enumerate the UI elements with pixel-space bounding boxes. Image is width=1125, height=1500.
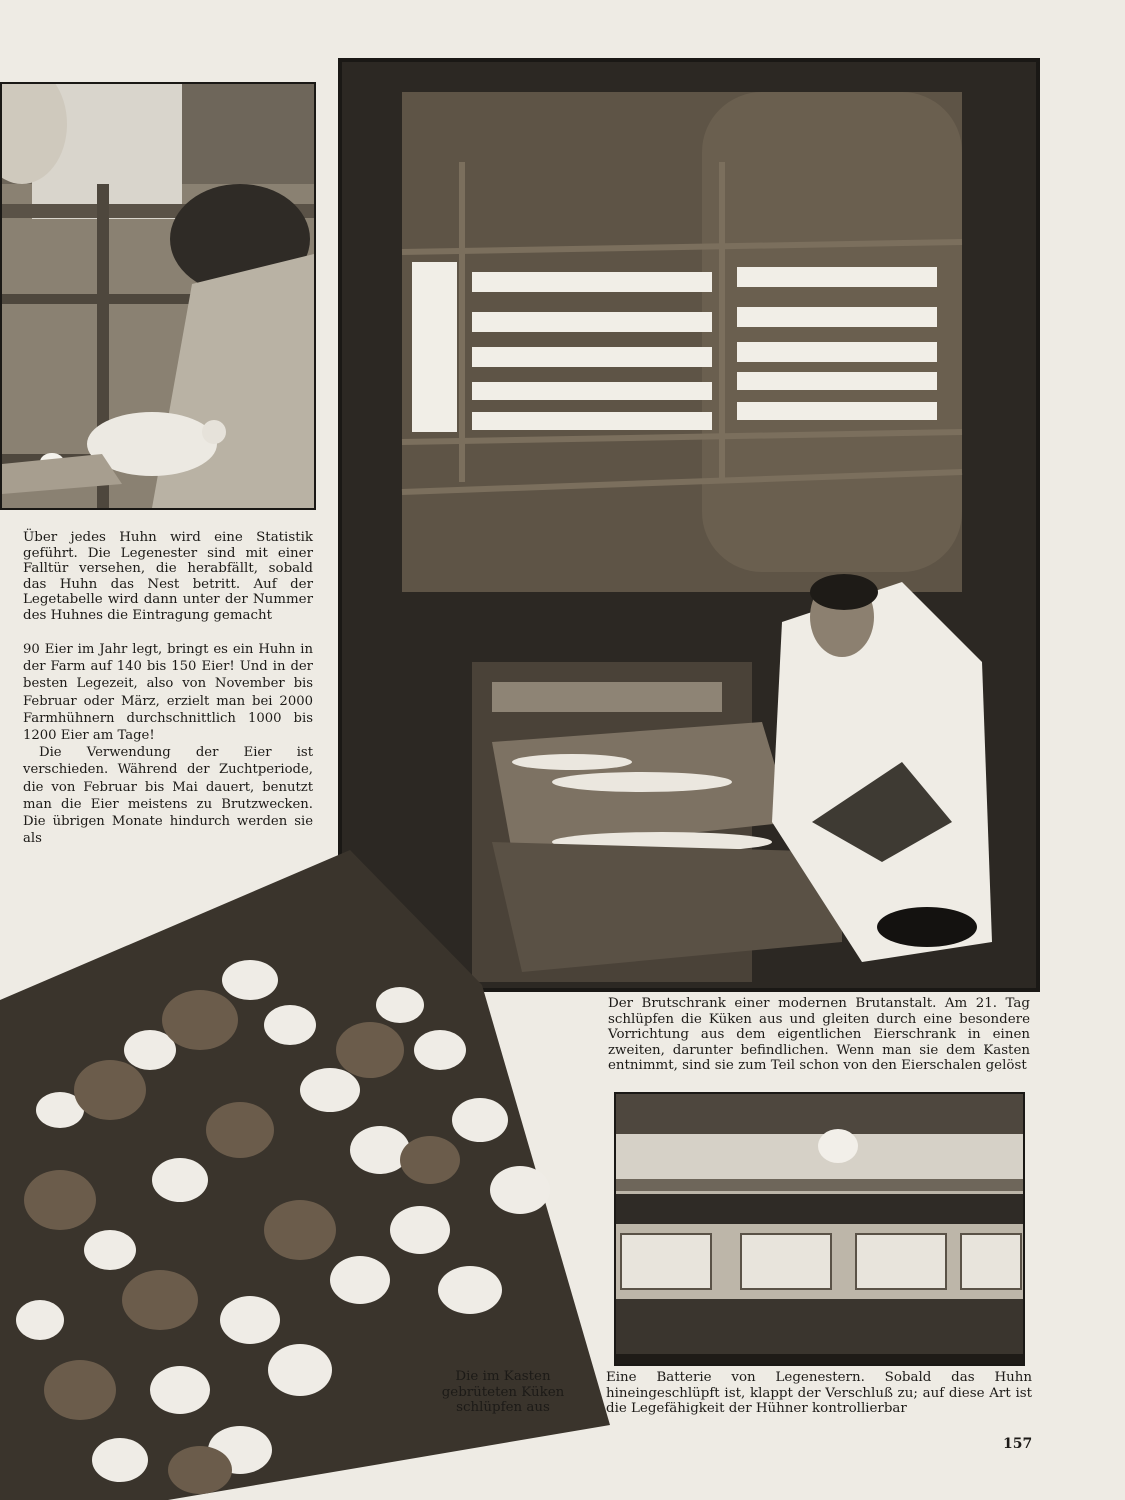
page-number: 157 (1003, 1436, 1033, 1452)
article-paragraph-1: 90 Eier im Jahr legt, bringt es ein Huhn in der Farm auf 140 bis 150 Eier! Und in der besten Legezeit, also von November bis Februar oder März, erzielt man bei 2000 Farmhühnern durchschnittlich 1000 bis 1200 Eier am Tage! (23, 642, 313, 744)
article-paragraph-2: Die Verwendung der Eier ist verschieden. Während der Zuchtperiode, die von Februar bis Mai dauert, benutzt man die Eier meistens zu Brutzwecken. Die übrigen Monate hindurch werden sie als (23, 745, 313, 847)
caption-hen-statistics: Über jedes Huhn wird eine Statistik geführt. Die Legenester sind mit einer Falltür versehen, die herabfällt, sobald das Huhn das Nest betritt. Auf der Legetabelle wird dann unter der Nummer des Huhnes die Eintragung gemacht (23, 530, 313, 623)
caption-laying-nests: Eine Batterie von Legenestern. Sobald das Huhn hineingeschlüpft ist, klappt der Verschluß zu; auf diese Art ist die Legefähigkeit der Hühner kontrollierbar (606, 1370, 1032, 1417)
photo-laying-nests (614, 1092, 1025, 1366)
photo-hen-statistics (0, 82, 316, 510)
caption-chicks: Die im Kasten gebrüteten Küken schlüpfen aus (441, 1369, 565, 1416)
caption-incubator: Der Brutschrank einer modernen Brutanstalt. Am 21. Tag schlüpfen die Küken aus und gleiten durch eine besondere Vorrichtung aus dem eigentlichen Eierschrank in einen zweiten, darunter befindlichen. Wenn man sie dem Kasten entnimmt, sind sie zum Teil schon von den Eierschalen gelöst (608, 996, 1030, 1074)
article-body-text (23, 641, 313, 847)
